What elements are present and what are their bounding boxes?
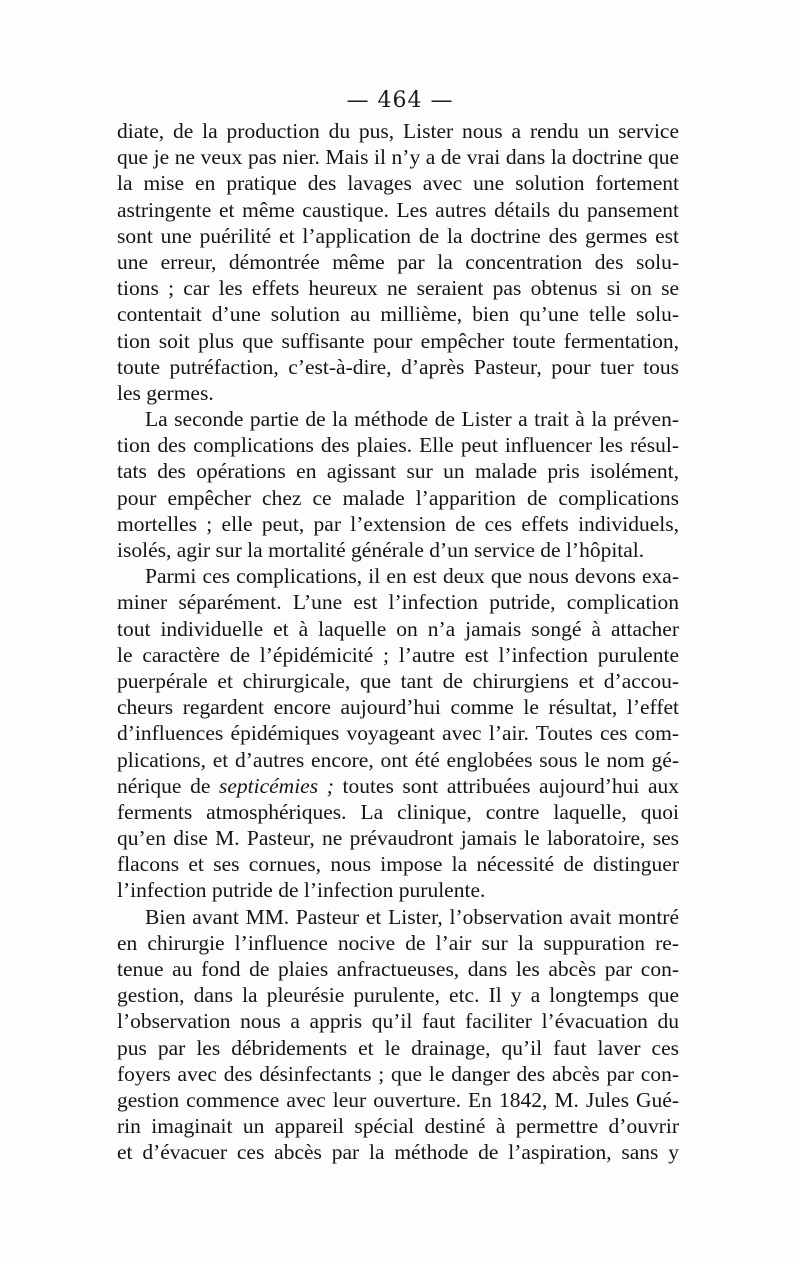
text-line: foyers avec des désinfectants ; que le danger des abcès par con- (117, 1061, 679, 1086)
paragraph (117, 563, 679, 903)
body-text (117, 118, 679, 1166)
text-line: ferments atmosphériques. La clinique, contre laquelle, quoi (117, 799, 679, 824)
text-line: rin imaginait un appareil spécial destiné à permettre d’ouvrir (117, 1114, 679, 1139)
text-line: pour empêcher chez ce malade l’apparition de complications (117, 485, 679, 510)
text-line: gestion, dans la pleurésie purulente, etc. Il y a longtemps que (117, 983, 679, 1008)
text-line: La seconde partie de la méthode de Lister a trait à la préven- (145, 407, 679, 432)
text-line: en chirurgie l’influence nocive de l’air sur la suppuration re- (117, 930, 679, 955)
text-line (117, 773, 679, 799)
text-line: d’influences épidémiques voyageant avec l’air. Toutes ces com- (117, 721, 679, 746)
text-line: Parmi ces complications, il en est deux que nous devons exa- (145, 564, 679, 589)
text-line: les germes. (117, 380, 214, 405)
page-number: — 464 — (346, 88, 454, 113)
text-segment: nérique de (117, 773, 219, 798)
text-line: sont une puérilité et l’application de la doctrine des germes est (117, 223, 679, 248)
text-line: plications, et d’autres encore, ont été englobées sous le nom gé- (117, 747, 679, 772)
text-line: et d’évacuer ces abcès par la méthode de l’aspiration, sans y (117, 1140, 679, 1165)
text-line: la mise en pratique des lavages avec une solution fortement (117, 171, 679, 196)
text-line: miner séparément. L’une est l’infection putride, complication (117, 590, 679, 615)
text-line: que je ne veux pas nier. Mais il n’y a de vrai dans la doctrine que (117, 145, 679, 170)
text-line: tion des complications des plaies. Elle peut influencer les résul- (117, 433, 679, 458)
text-line: flacons et ses cornues, nous impose la nécessité de distinguer (117, 852, 679, 877)
italic-term: septicémies ; (218, 773, 334, 798)
text-line: isolés, agir sur la mortalité générale d’un service de l’hôpital. (117, 538, 645, 562)
text-line: tion soit plus que suffisante pour empêcher toute fermentation, (117, 328, 679, 353)
text-line: tenue au fond de plaies anfractueuses, dans les abcès par con- (117, 957, 679, 981)
text-line: Bien avant MM. Pasteur et Lister, l’observation avait montré (145, 904, 679, 929)
text-line: qu’en dise M. Pasteur, ne prévaudront jamais le laboratoire, ses (117, 826, 679, 851)
text-line: astringente et même caustique. Les autres détails du pansement (117, 197, 679, 222)
text-line: pus par les débridements et le drainage, qu’il faut laver ces (117, 1035, 679, 1060)
paragraph (117, 904, 679, 1166)
text-line: le caractère de l’épidémicité ; l’autre est l’infection purulente (117, 642, 679, 667)
text-line: contentait d’une solution au millième, bien qu’une telle solu- (117, 302, 679, 327)
paragraph (117, 406, 679, 563)
text-segment: toutes sont attribuées aujourd’hui aux (333, 773, 680, 798)
text-line: l’infection putride de l’infection purulente. (117, 878, 486, 903)
text-line: tats des opérations en agissant sur un malade pris isolément, (117, 459, 679, 484)
text-line: diate, de la production du pus, Lister nous a rendu un service (117, 119, 679, 143)
text-line: puerpérale et chirurgicale, que tant de chirurgiens et d’accou- (117, 668, 679, 693)
text-line: toute putréfaction, c’est-à-dire, d’après Pasteur, pour tuer tous (117, 354, 679, 379)
text-line: une erreur, démontrée même par la concentration des solu- (117, 249, 679, 274)
text-line: mortelles ; elle peut, par l’extension de ces effets individuels, (117, 511, 679, 536)
paragraph (117, 118, 679, 406)
text-line: cheurs regardent encore aujourd’hui comme le résultat, l’effet (117, 695, 679, 720)
text-line: gestion commence avec leur ouverture. En 1842, M. Jules Gué- (117, 1087, 679, 1112)
text-line: tions ; car les effets heureux ne seraient pas obtenus si on se (117, 276, 679, 301)
text-line: l’observation nous a appris qu’il faut faciliter l’évacuation du (117, 1009, 679, 1034)
text-line: tout individuelle et à laquelle on n’a jamais songé à attacher (117, 616, 679, 641)
